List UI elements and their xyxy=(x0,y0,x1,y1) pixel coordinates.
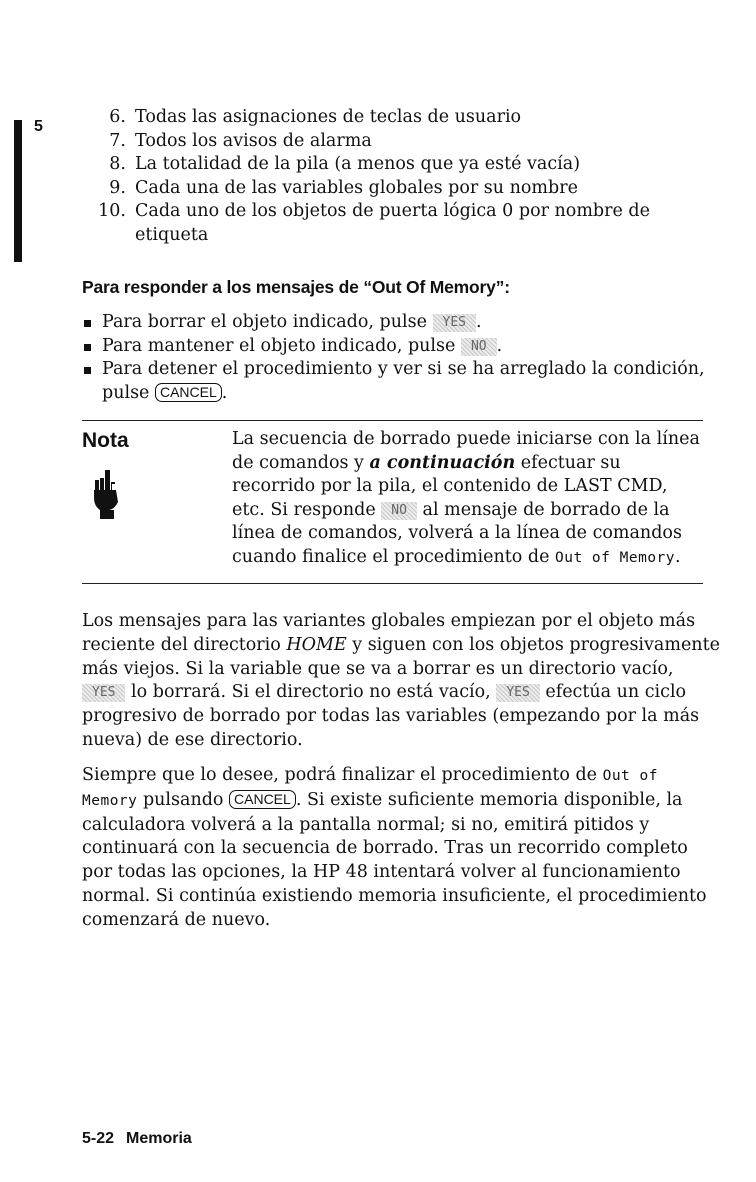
bullet-square-icon xyxy=(84,320,91,327)
paragraph-2 xyxy=(82,764,722,933)
bullet-text: Para mantener el objeto indicado, pulse xyxy=(102,335,461,356)
yes-softkey: YES xyxy=(82,684,125,702)
paragraph-text: Siempre que lo desee, podrá finalizar el procedimiento de xyxy=(82,765,603,785)
home-directory-name: HOME xyxy=(286,634,347,655)
note-text-part: efectuar su recorrido por la pila, el contenido de LAST CMD, etc. Si responde xyxy=(232,452,668,520)
bullet-item xyxy=(82,335,722,359)
yes-softkey: YES xyxy=(496,684,539,702)
list-text: Todos los avisos de alarma xyxy=(135,130,372,151)
bullet-item xyxy=(82,358,722,405)
list-item xyxy=(92,106,722,130)
paragraph-text: y siguen con los objetos progresivamente más viejos. Si la variable que se va a borrar es un directorio vacío, xyxy=(82,634,720,679)
bullet-list xyxy=(82,311,722,405)
list-text: La totalidad de la pila (a menos que ya esté vacía) xyxy=(135,154,581,175)
note-text-part: La secuencia de borrado puede iniciarse con la línea de comandos y xyxy=(232,429,700,473)
display-text: Out of Memory xyxy=(555,549,676,566)
note-text xyxy=(232,428,702,571)
list-text: Cada una de las variables globales por su nombre xyxy=(135,177,578,198)
section-tab-bar xyxy=(14,120,22,262)
paragraph-text: Los mensajes para las variantes globales empiezan por el objeto más reciente del directorio xyxy=(82,611,696,655)
note-text-part: . xyxy=(675,546,681,567)
section-tab-number: 5 xyxy=(34,118,43,135)
paragraph-text: pulsando xyxy=(137,789,230,810)
cancel-key: CANCEL xyxy=(155,383,222,402)
list-number: 7. xyxy=(109,130,126,151)
display-text: Out of Memory xyxy=(82,768,658,809)
no-softkey: NO xyxy=(381,502,417,520)
paragraph-text: . Si existe suficiente memoria disponible, la calculadora volverá a la pantalla normal; si no, emitirá pitidos y continuará con la secuencia de borrado. Tras un recorrido completo por todas las opciones, la HP 48 intentará volver al funcionamiento normal. Si continúa existiendo memoria insuficiente, el procedimiento comenzará de nuevo. xyxy=(82,789,707,930)
numbered-list xyxy=(92,106,722,248)
list-item xyxy=(92,200,722,247)
note-top-rule xyxy=(82,420,703,421)
list-number: 9. xyxy=(109,177,126,198)
list-text: Cada uno de los objetos de puerta lógica 0 por nombre de etiqueta xyxy=(135,201,650,245)
paragraph-text: lo borrará. Si el directorio no está vacío, xyxy=(125,682,497,703)
bullet-square-icon xyxy=(84,367,91,374)
paragraph-text: efectúa un ciclo progresivo de borrado por todas las variables (empezando por la más nueva) de ese directorio. xyxy=(82,682,700,750)
bullet-item xyxy=(82,311,722,335)
bullet-text-end: . xyxy=(476,312,482,332)
cancel-key: CANCEL xyxy=(229,790,296,809)
bullet-text: Para detener el procedimiento y ver si se ha arreglado la condición, pulse xyxy=(102,359,705,403)
list-text: Todas las asignaciones de teclas de usuario xyxy=(135,107,522,127)
list-item xyxy=(92,153,722,177)
list-number: 6. xyxy=(109,107,126,127)
bullet-text-end: . xyxy=(221,382,228,403)
paragraph-1 xyxy=(82,610,722,753)
bullet-square-icon xyxy=(84,344,91,351)
bullet-text-end: . xyxy=(496,335,503,356)
note-text-part: al mensaje de borrado de la línea de comandos, volverá a la línea de comandos cuando finalice el procedimiento de xyxy=(232,499,682,567)
yes-softkey: YES xyxy=(433,314,476,332)
note-emphasis: a continuación xyxy=(369,452,516,473)
list-item xyxy=(92,177,722,201)
list-number: 8. xyxy=(109,154,126,175)
pointing-hand-icon xyxy=(92,470,122,524)
section-heading: Para responder a los mensajes de “Out Of Memory”: xyxy=(82,277,510,297)
no-softkey: NO xyxy=(461,338,497,356)
bullet-text: Para borrar el objeto indicado, pulse xyxy=(102,312,433,332)
footer-section: Memoria xyxy=(126,1130,192,1147)
page-footer xyxy=(82,1130,192,1148)
list-number: 10. xyxy=(98,201,126,222)
list-item xyxy=(92,130,722,154)
note-label: Nota xyxy=(82,429,129,452)
note-bottom-rule xyxy=(82,583,703,584)
page-number: 5-22 xyxy=(82,1130,115,1147)
